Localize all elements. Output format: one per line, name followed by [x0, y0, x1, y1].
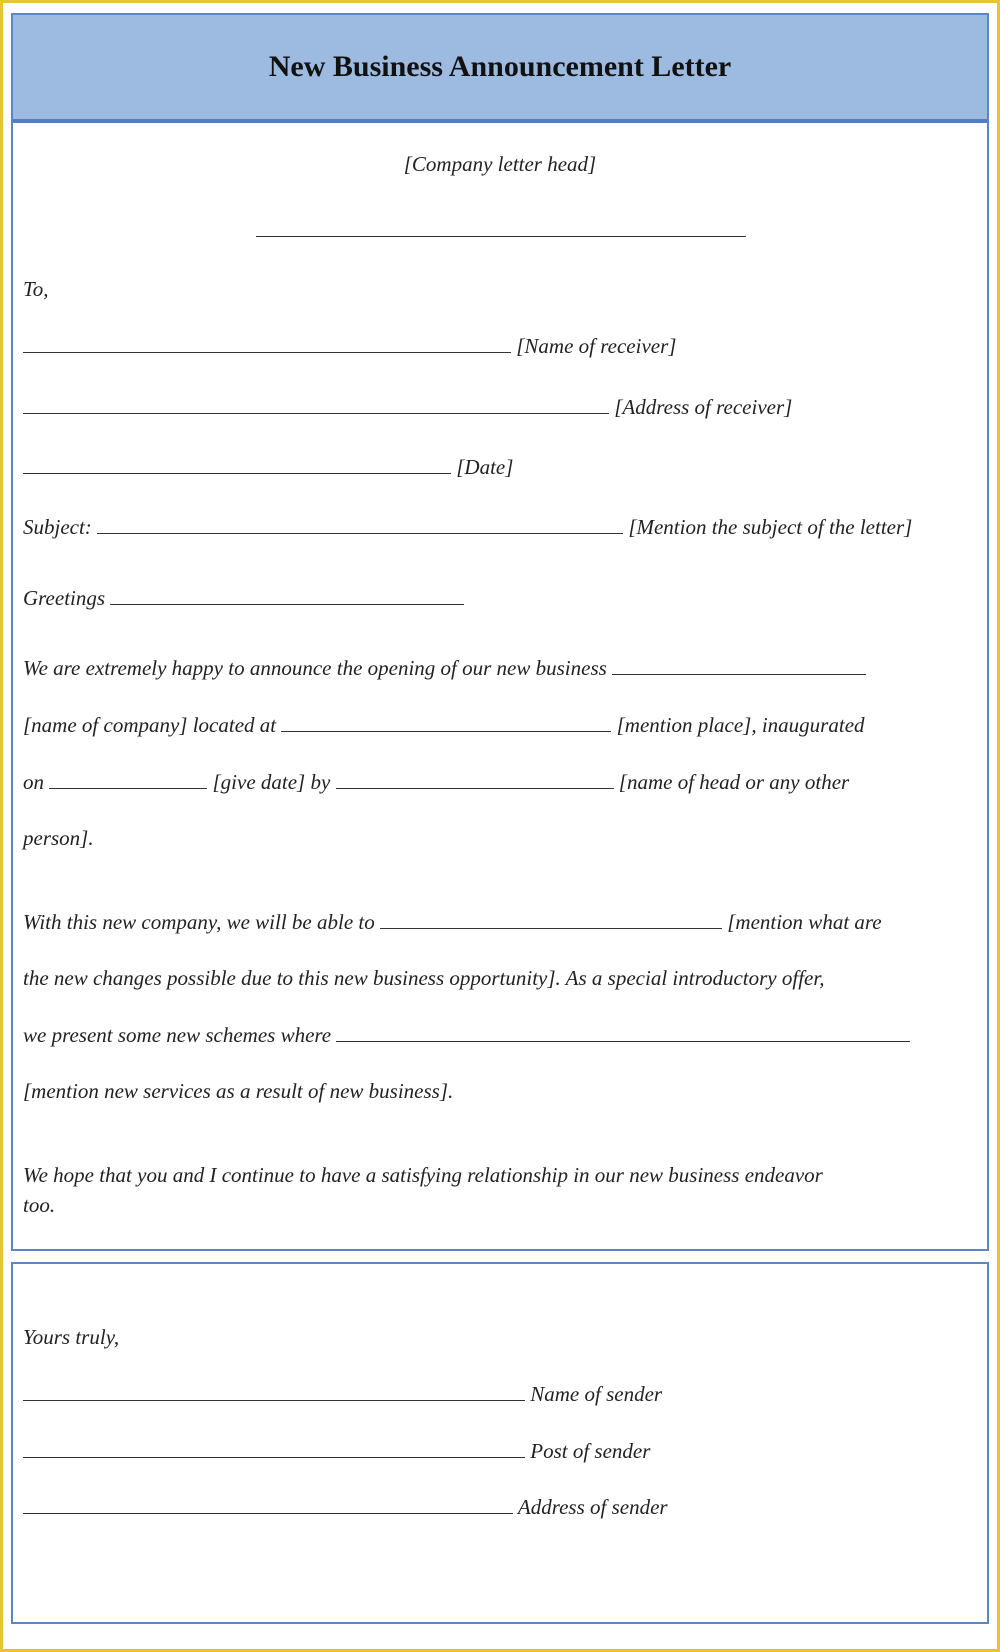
receiver-name-row [23, 336, 676, 357]
paragraph-1-line-1 [23, 658, 866, 679]
greetings-row [23, 588, 464, 609]
date-hint: [Date] [456, 455, 514, 479]
place-field[interactable] [281, 730, 611, 732]
sender-name-field[interactable] [23, 1399, 525, 1401]
subject-row [23, 517, 912, 538]
greetings-label: Greetings [23, 586, 106, 610]
receiver-name-field[interactable] [23, 351, 511, 353]
inauguration-date-field[interactable] [49, 787, 207, 789]
subject-hint: [Mention the subject of the letter] [628, 515, 913, 539]
sender-post-label: Post of sender [530, 1439, 651, 1463]
receiver-address-hint: [Address of receiver] [614, 395, 793, 419]
subject-label: Subject: [23, 515, 92, 539]
paragraph-1-line-3 [23, 772, 849, 793]
signature-block [11, 1262, 989, 1624]
letterhead-placeholder: [Company letter head] [403, 152, 597, 176]
sender-address-field[interactable] [23, 1512, 513, 1514]
p1-text-g: person]. [23, 826, 94, 850]
paragraph-2-line-1 [23, 912, 882, 933]
to-label: To, [23, 277, 49, 301]
p3-text-a: We hope that you and I continue to have a satisfying relationship in our new business endeavor [23, 1163, 823, 1187]
receiver-address-row [23, 397, 792, 418]
receiver-name-hint: [Name of receiver] [516, 334, 677, 358]
p1-text-f: [name of head or any other [618, 770, 850, 794]
paragraph-1-line-2 [23, 715, 865, 736]
p1-text-d: on [23, 770, 44, 794]
schemes-field[interactable] [336, 1040, 910, 1042]
closing-text: Yours truly, [23, 1325, 120, 1349]
page-title: New Business Announcement Letter [268, 50, 732, 83]
p2-text-d: we present some new schemes where [23, 1023, 332, 1047]
p3-text-b: too. [23, 1193, 56, 1217]
p1-text-c: [mention place], inaugurated [616, 713, 865, 737]
changes-field[interactable] [380, 927, 722, 929]
date-row [23, 457, 513, 478]
sender-post-field[interactable] [23, 1456, 525, 1458]
greetings-field[interactable] [110, 603, 464, 605]
p2-text-a: With this new company, we will be able to [23, 910, 375, 934]
paragraph-2-line-3 [23, 1025, 910, 1046]
date-field[interactable] [23, 472, 451, 474]
business-name-field[interactable] [612, 673, 866, 675]
p1-text-b: [name of company] located at [23, 713, 277, 737]
subject-field[interactable] [97, 532, 623, 534]
sender-post-row [23, 1441, 650, 1462]
p1-text-a: We are extremely happy to announce the opening of our new business [23, 656, 607, 680]
title-bar [13, 15, 987, 123]
letterhead-line[interactable] [256, 236, 746, 237]
letter-form [11, 13, 989, 1251]
p2-text-e: [mention new services as a result of new business]. [23, 1079, 454, 1103]
sender-name-row [23, 1384, 662, 1405]
p1-text-e: [give date] by [212, 770, 331, 794]
p2-text-c: the new changes possible due to this new business opportunity]. As a special introductory offer, [23, 966, 825, 990]
sender-address-row [23, 1497, 668, 1518]
receiver-address-field[interactable] [23, 412, 609, 414]
sender-name-label: Name of sender [530, 1382, 663, 1406]
sender-address-label: Address of sender [517, 1495, 668, 1519]
head-name-field[interactable] [336, 787, 614, 789]
p2-text-b: [mention what are [727, 910, 882, 934]
